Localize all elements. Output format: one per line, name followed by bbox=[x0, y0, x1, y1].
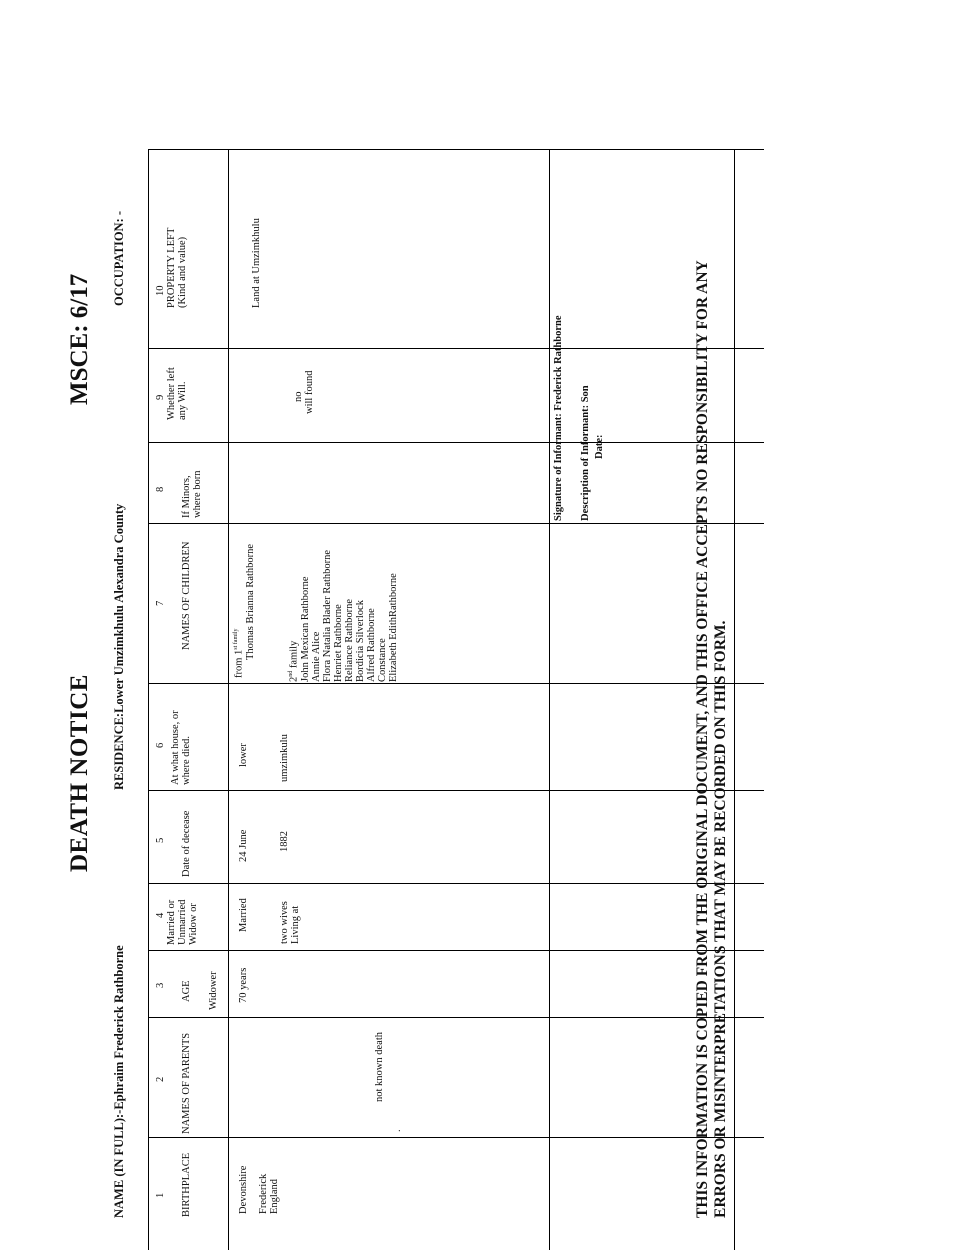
child-name: Elizabeth EdithRathborne bbox=[387, 573, 399, 682]
column-label-minors: If Minors, where born bbox=[181, 470, 204, 518]
column-separator bbox=[148, 523, 764, 524]
column-label-birthplace: BIRTHPLACE bbox=[181, 1152, 192, 1217]
column-label-age: AGE bbox=[181, 980, 192, 1002]
child-name: Flora Natalia Blader Rathborne bbox=[321, 549, 333, 682]
entry-decease-year: 1882 bbox=[279, 831, 290, 852]
column-number: 3 bbox=[155, 982, 166, 988]
header-divider bbox=[228, 149, 229, 1250]
child-name: Reliance Rathborne bbox=[343, 598, 355, 682]
column-label-where-died: At what house, or where died. bbox=[170, 710, 193, 785]
column-label-parents: NAMES OF PARENTS bbox=[181, 1032, 192, 1134]
column-number: 7 bbox=[155, 600, 166, 606]
occupation-line: OCCUPATION: - bbox=[112, 210, 126, 306]
column-number: 4 bbox=[155, 912, 166, 918]
residence-line: RESIDENCE:Lower Umzimkhulu Alexandra County bbox=[112, 503, 126, 790]
column-number: 6 bbox=[155, 742, 166, 748]
column-separator bbox=[148, 883, 764, 884]
column-label-marital: Married or Unmarried Widow or bbox=[166, 899, 200, 945]
column-label-children: NAMES OF CHILDREN bbox=[181, 541, 192, 650]
disclaimer: THIS INFORMATION IS COPIED FROM THE ORIGINAL DOCUMENT, AND THIS OFFICE ACCEPTS NO RESPONSIBILITY FOR ANY ERRORS OR MISINTERPRETATIONS THAT MAY BE RECORDED ON THIS FORM. bbox=[694, 260, 729, 1218]
entry-died-at-place: umzimkulu bbox=[279, 734, 290, 782]
child-name: Constance bbox=[376, 638, 388, 682]
entry-parents: not known death bbox=[374, 1032, 385, 1102]
column-number: 2 bbox=[155, 1076, 166, 1082]
entry-marital-status: Married bbox=[238, 898, 249, 932]
column-number: 9 bbox=[155, 394, 166, 400]
informant-divider bbox=[734, 149, 735, 1250]
column-label-date-of-decease: Date of decease bbox=[181, 810, 192, 877]
entry-decease-day: 24 June bbox=[238, 829, 249, 862]
entry-died-at: lower bbox=[238, 743, 249, 767]
column-separator bbox=[148, 1137, 764, 1138]
column-number: 1 bbox=[155, 1192, 166, 1198]
entry-children-second-family: 2nd family John Mexican Rathborne Annie Alice Flora Natalia Blader Rathborne Henriet Rathborne Reliance Rathborne Bordicia Silverlock Alfred Rathborne Constance Elizabeth EdithRathborne bbox=[288, 549, 399, 682]
column-separator bbox=[148, 683, 764, 684]
document-title: DEATH NOTICE bbox=[66, 674, 93, 872]
child-name: Alfred Rathborne bbox=[365, 608, 377, 682]
entry-parents-mark: . bbox=[392, 1129, 403, 1132]
column-number: 8 bbox=[155, 486, 166, 492]
entries-divider bbox=[549, 149, 550, 1250]
child-name: Henriet Rathborne bbox=[332, 604, 344, 682]
informant-date: Date: bbox=[594, 434, 605, 459]
name-line: NAME (IN FULL):-Ephraim Frederick Rathborne bbox=[112, 945, 126, 1218]
entry-marital-notes: two wives Living at bbox=[279, 901, 302, 944]
informant-description: Description of Informant: Son bbox=[580, 385, 591, 521]
column-separator bbox=[148, 348, 764, 349]
column-separator bbox=[148, 950, 764, 951]
column-label-property: PROPERTY LEFT (Kind and value) bbox=[166, 227, 189, 308]
child-name: Bordicia Silverlock bbox=[354, 600, 366, 682]
column-separator bbox=[148, 1017, 764, 1018]
entry-will: no will found bbox=[293, 370, 316, 414]
table-left-border bbox=[148, 149, 149, 1250]
child-name: John Mexican Rathborne bbox=[299, 576, 311, 682]
column-separator bbox=[148, 442, 764, 443]
column-number: 5 bbox=[155, 837, 166, 843]
informant-signature: Signature of Informant: Frederick Rathborne bbox=[553, 315, 564, 521]
column-separator bbox=[148, 790, 764, 791]
entry-birthplace: Devonshire Frederick England bbox=[238, 1165, 281, 1214]
child-name: Annie Alice bbox=[310, 631, 322, 682]
table-top-border bbox=[148, 149, 764, 150]
entry-children-first-family: from $1^{st family}$ Thomas Brianna Rathborne bbox=[233, 543, 256, 678]
child-name: Thomas Brianna Rathborne bbox=[244, 543, 256, 660]
column-label-marital-widower: Widower bbox=[208, 971, 219, 1010]
column-number: 10 bbox=[155, 285, 166, 296]
entry-age: 70 years bbox=[238, 967, 249, 1003]
column-label-will: Whether left any Will. bbox=[166, 367, 189, 420]
document-reference: MSCE: 6/17 bbox=[66, 273, 93, 405]
entry-property: Land at Umzimkhulu bbox=[251, 218, 262, 308]
